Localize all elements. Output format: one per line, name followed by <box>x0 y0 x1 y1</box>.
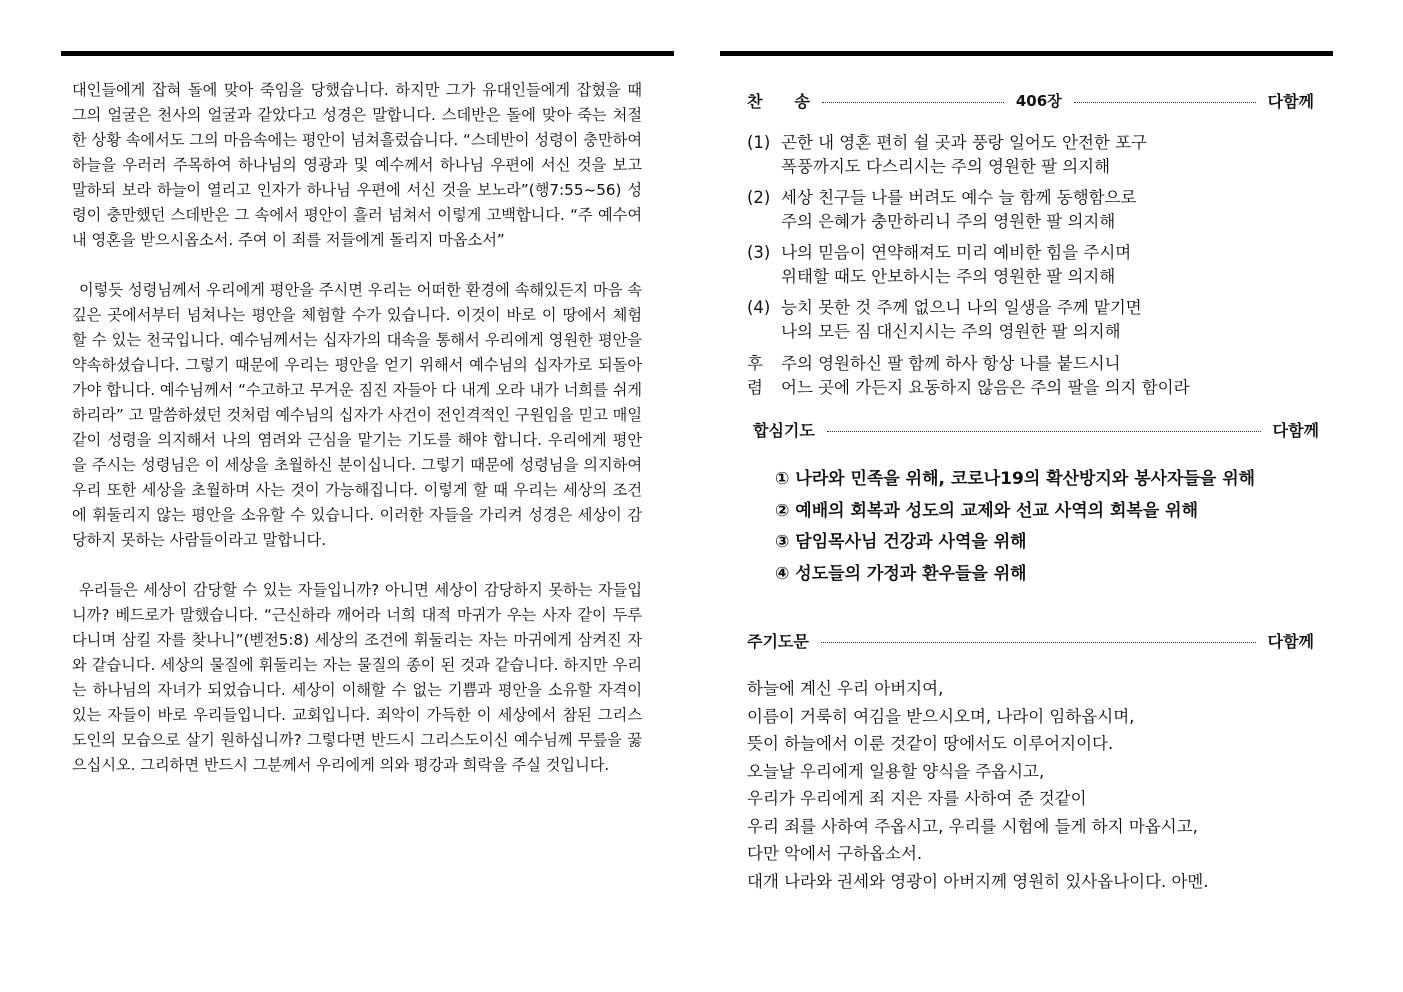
verse-number: (4) <box>747 298 771 317</box>
left-top-rule <box>61 51 674 56</box>
prayer-line: 우리가 우리에게 죄 지은 자를 사하여 준 것같이 <box>747 789 1087 808</box>
dotted-leader <box>821 642 1256 643</box>
hymn-verse <box>747 186 1137 234</box>
refrain-marker: 후 <box>747 354 763 373</box>
verse-line: 폭풍까지도 다스리시는 주의 영원한 팔 의지해 <box>781 157 1111 176</box>
dotted-leader <box>1074 102 1256 103</box>
refrain-text: 주의 영원하신 팔 함께 하사 항상 나를 붙드시니 <box>781 354 1121 373</box>
lords-prayer-heading <box>747 629 1314 652</box>
unison-prayer-label: 합심기도 <box>753 421 815 440</box>
prayer-topic: ② 예배의 회복과 성도의 교제와 선교 사역의 회복을 위해 <box>775 500 1199 521</box>
unison-prayer-heading <box>753 418 1319 441</box>
sermon-paragraph: 이렇듯 성령님께서 우리에게 평안을 주시면 우리는 어떠한 환경에 속해있든지 마음 속 깊은 곳에서부터 넘쳐나는 평안을 체험할 수가 있습니다. 이것이 바로 이 땅에서 체험할 수 있는 천국입니다. 예수님께서는 십자가의 대속을 통해서 우리에게 영원한 평안을 약속하셨습니다. 그렇기 때문에 우리는 평안을 얻기 위해서 예수님의 십자가로 되돌아가야 합니다. 예수님께서 “수고하고 무거운 짐진 자들아 다 내게 오라 내가 너희를 쉬게 하리라” 고 말씀하셨던 것처럼 예수님의 십자가 사건이 전인격적인 구원임을 믿고 매일같이 성령을 의지해서 나의 염려와 근심을 맡기는 기도를 해야 합니다. 우리에게 평안을 주시는 성령님은 이 세상을 초월하신 분이십니다. 그렇기 때문에 성령님을 의지하여 우리 또한 세상을 초월하며 사는 것이 가능해집니다. 이렇게 할 때 우리는 세상의 조건에 휘둘리지 않는 평안을 소유할 수 있습니다. 이러한 자들을 가리켜 성경은 세상이 감당하지 못하는 사람들이라고 말합니다. <box>72 281 642 549</box>
verse-number: (1) <box>747 133 771 152</box>
refrain-text: 어느 곳에 가든지 요동하지 않음은 주의 팔을 의지 함이라 <box>781 378 1190 397</box>
sermon-paragraph: 우리들은 세상이 감당할 수 있는 자들입니까? 아니면 세상이 감당하지 못하는 자들입니까? 베드로가 말했습니다. “근신하라 깨어라 너희 대적 마귀가 우는 사자 같이 두루 다니며 삼킬 자를 찾나니”(벧전5:8) 세상의 조건에 휘둘리는 자는 마귀에게 삼켜진 자와 같습니다. 세상의 물질에 휘둘리는 자는 물질의 종이 된 것과 같습니다. 하지만 우리는 하나님의 자녀가 되었습니다. 세상이 이해할 수 없는 기쁨과 평안을 소유할 자격이 있는 자들이 바로 우리들입니다. 교회입니다. 죄악이 가득한 이 세상에서 참된 그리스도인의 모습으로 살기 원하십니까? 그렇다면 반드시 그리스도이신 예수님께 무릎을 꿇으십시오. 그리하면 반드시 그분께서 우리에게 의와 평강과 희락을 주실 것입니다. <box>72 581 642 774</box>
hymn-label: 찬 송 <box>747 92 810 111</box>
verse-line: 주의 은혜가 충만하리니 주의 영원한 팔 의지해 <box>781 212 1116 231</box>
refrain-line <box>747 376 1190 400</box>
lords-prayer-label: 주기도문 <box>747 632 809 651</box>
prayer-line: 다만 악에서 구하옵소서. <box>747 844 923 863</box>
sermon-text <box>72 78 642 778</box>
prayer-line: 뜻이 하늘에서 이룬 것같이 땅에서도 이루어지이다. <box>747 734 1114 753</box>
prayer-line: 우리 죄를 사하여 주옵시고, 우리를 시험에 들게 하지 마옵시고, <box>747 816 1198 836</box>
verse-line: 세상 친구들 나를 버려도 예수 늘 함께 동행함으로 <box>781 188 1137 207</box>
hymn-heading <box>747 89 1314 112</box>
right-top-rule <box>720 51 1333 56</box>
refrain-line <box>747 352 1190 376</box>
verse-line: 곤한 내 영혼 편히 쉴 곳과 풍랑 일어도 안전한 포구 <box>781 133 1147 152</box>
hymn-performer: 다함께 <box>1267 92 1315 111</box>
hymn-verse <box>747 131 1147 179</box>
hymn-verse <box>747 241 1131 289</box>
prayer-topic: ④ 성도들의 가정과 환우들을 위해 <box>775 563 1027 584</box>
lords-prayer-text <box>747 675 1209 895</box>
prayer-line: 대개 나라와 권세와 영광이 아버지께 영원히 있사옵나이다. 아멘. <box>747 871 1209 891</box>
prayer-line: 하늘에 계신 우리 아버지여, <box>747 679 944 698</box>
hymn-number: 406장 <box>1015 92 1062 110</box>
verse-number: (2) <box>747 188 771 207</box>
hymn-verse <box>747 296 1142 344</box>
prayer-topics <box>775 464 1255 590</box>
verse-number: (3) <box>747 243 771 262</box>
refrain-marker: 렴 <box>747 378 763 397</box>
dotted-leader <box>822 102 1004 103</box>
sermon-paragraph: 대인들에게 잡혀 돌에 맞아 죽임을 당했습니다. 하지만 그가 유대인들에게 잡혔을 때 그의 얼굴은 천사의 얼굴과 같았다고 성경은 말합니다. 스데반은 돌에 맞아 죽는 처절한 상황 속에서도 그의 마음속에는 평안이 넘쳐흘렀습니다. “스데반이 성령이 충만하여 하늘을 우러러 주목하여 하나님의 영광과 및 예수께서 하나님 우편에 서신 것을 보고 말하되 보라 하늘이 열리고 인자가 하나님 우편에 서신 것을 보노라”(행7:55~56) 성령이 충만했던 스데반은 그 속에서 평안이 흘러 넘쳐서 이렇게 고백합니다. “주 예수여 내 영혼을 받으시옵소서. 주여 이 죄를 저들에게 돌리지 마옵소서” <box>72 81 642 249</box>
verse-line: 나의 믿음이 연약해져도 미리 예비한 힘을 주시며 <box>781 243 1132 262</box>
unison-prayer-performer: 다함께 <box>1272 421 1319 440</box>
prayer-line: 오늘날 우리에게 일용할 양식을 주옵시고, <box>747 761 1045 781</box>
verse-line: 위태할 때도 안보하시는 주의 영원한 팔 의지해 <box>781 267 1116 286</box>
prayer-topic: ① 나라와 민족을 위해, 코로나19의 확산방지와 봉사자들을 위해 <box>775 469 1256 489</box>
verse-line: 나의 모든 짐 대신지시는 주의 영원한 팔 의지해 <box>781 322 1121 341</box>
dotted-leader <box>827 431 1261 432</box>
hymn-refrain <box>747 352 1190 400</box>
verse-line: 능치 못한 것 주께 없으니 나의 일생을 주께 맡기면 <box>781 298 1142 317</box>
prayer-line: 이름이 거룩히 여김을 받으시오며, 나라이 임하옵시며, <box>747 706 1135 726</box>
lords-prayer-performer: 다함께 <box>1267 632 1314 651</box>
prayer-topic: ③ 담임목사님 건강과 사역을 위해 <box>775 532 1027 552</box>
